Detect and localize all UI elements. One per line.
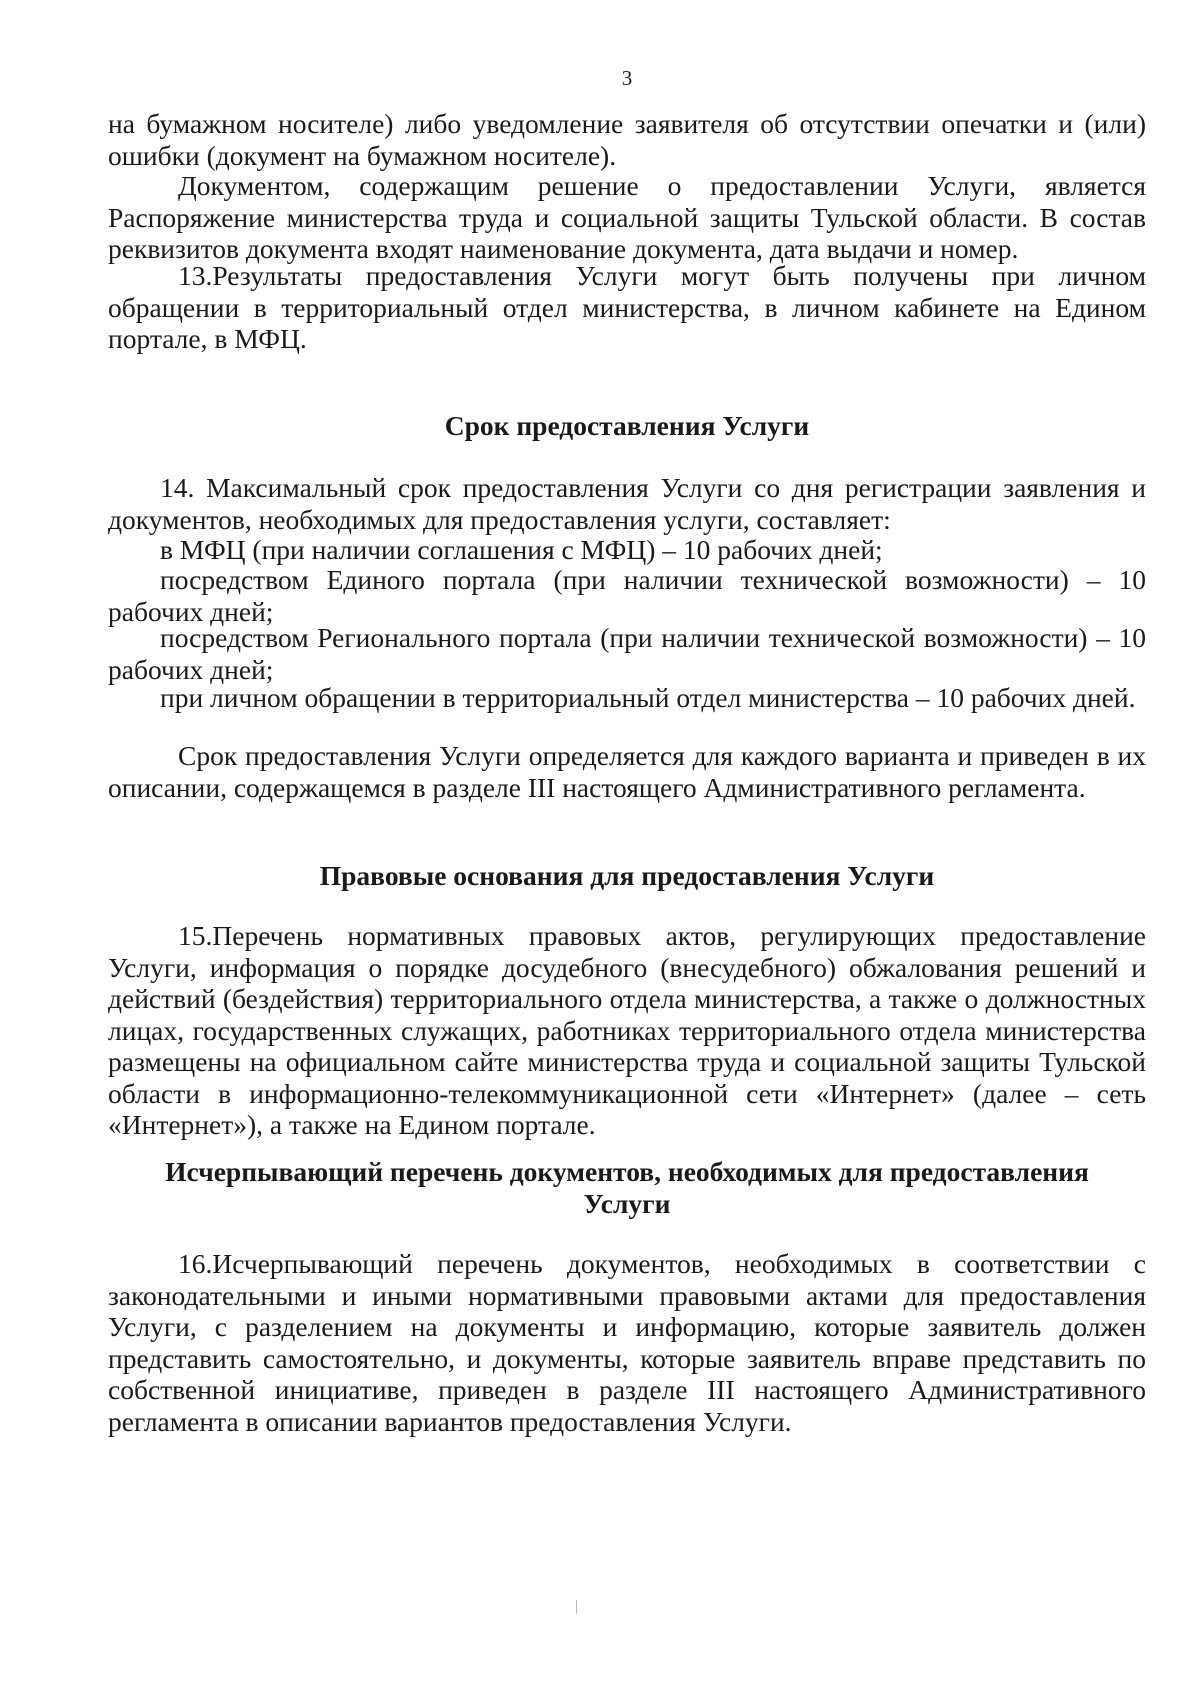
item-13-text: 13.Результаты предоставления Услуги могут быть получены при личном обращении в территориальный отдел министерства, в личном кабинете на Едином портале, в МФЦ. (108, 260, 1146, 354)
scan-mark (576, 1600, 577, 1614)
term-unified-portal-paragraph (108, 564, 1146, 627)
term-personal-visit-paragraph (108, 682, 1146, 714)
section-term-heading-wrap (108, 410, 1146, 442)
section-legal-heading-wrap (108, 860, 1146, 892)
term-unified-portal-text: посредством Единого портала (при наличии технической возможности) – 10 рабочих дней; (108, 564, 1146, 627)
item-15-paragraph (108, 920, 1146, 1141)
section-docs-heading-line2: Услуги (583, 1188, 671, 1219)
section-docs-heading-wrap (108, 1156, 1146, 1220)
term-regional-portal-paragraph (108, 622, 1146, 685)
item-16-paragraph (108, 1248, 1146, 1437)
term-regional-portal-text: посредством Регионального портала (при наличии технической возможности) – 10 рабочих дней; (108, 622, 1146, 685)
item-14-text: 14. Максимальный срок предоставления Услуги со дня регистрации заявления и документов, необходимых для предоставления услуги, составляет: (108, 472, 1146, 535)
section-term-heading: Срок предоставления Услуги (444, 410, 810, 441)
term-mfc-text: в МФЦ (при наличии соглашения с МФЦ) – 10 рабочих дней; (160, 534, 883, 565)
section-legal-heading: Правовые основания для предоставления Услуги (319, 860, 935, 891)
continuation-text: на бумажном носителе) либо уведомление заявителя об отсутствии опечатки и (или) ошибки (документ на бумажном носителе). (108, 108, 1146, 171)
continuation-paragraph (108, 108, 1146, 171)
item-14-paragraph (108, 472, 1146, 535)
item-16-text: 16.Исчерпывающий перечень документов, необходимых в соответствии с законодательными и иными нормативными правовыми актами для предоставления Услуги, с разделением на документы и информацию, которые заявитель должен представить самостоятельно, и документы, которые заявитель вправе представить по собственной инициативе, приведен в разделе III настоящего Административного регламента в описании вариантов предоставления Услуги. (108, 1248, 1146, 1437)
item-15-text: 15.Перечень нормативных правовых актов, регулирующих предоставление Услуги, информация о порядке досудебного (внесудебного) обжалования решений и действий (бездействия) территориального отдела министерства, а также о должностных лицах, государственных служащих, работниках территориального отдела министерства размещены на официальном сайте министерства труда и социальной защиты Тульской области в информационно-телекоммуникационной сети «Интернет» (далее – сеть «Интернет»), а также на Едином портале. (108, 920, 1146, 1140)
section-docs-heading-line1: Исчерпывающий перечень документов, необходимых для предоставления (165, 1156, 1089, 1187)
term-variant-note-text: Срок предоставления Услуги определяется для каждого варианта и приведен в их описании, содержащемся в разделе III настоящего Административного регламента. (108, 740, 1146, 803)
decision-document-paragraph (108, 170, 1146, 265)
term-variant-note-paragraph (108, 740, 1146, 803)
decision-document-text: Документом, содержащим решение о предоставлении Услуги, является Распоряжение министерства труда и социальной защиты Тульской области. В состав реквизитов документа входят наименование документа, дата выдачи и номер. (108, 170, 1146, 264)
term-personal-visit-text: при личном обращении в территориальный отдел министерства – 10 рабочих дней. (160, 682, 1136, 713)
term-mfc-paragraph (108, 534, 1146, 566)
item-13-paragraph (108, 260, 1146, 355)
page-number: 3 (621, 66, 633, 90)
